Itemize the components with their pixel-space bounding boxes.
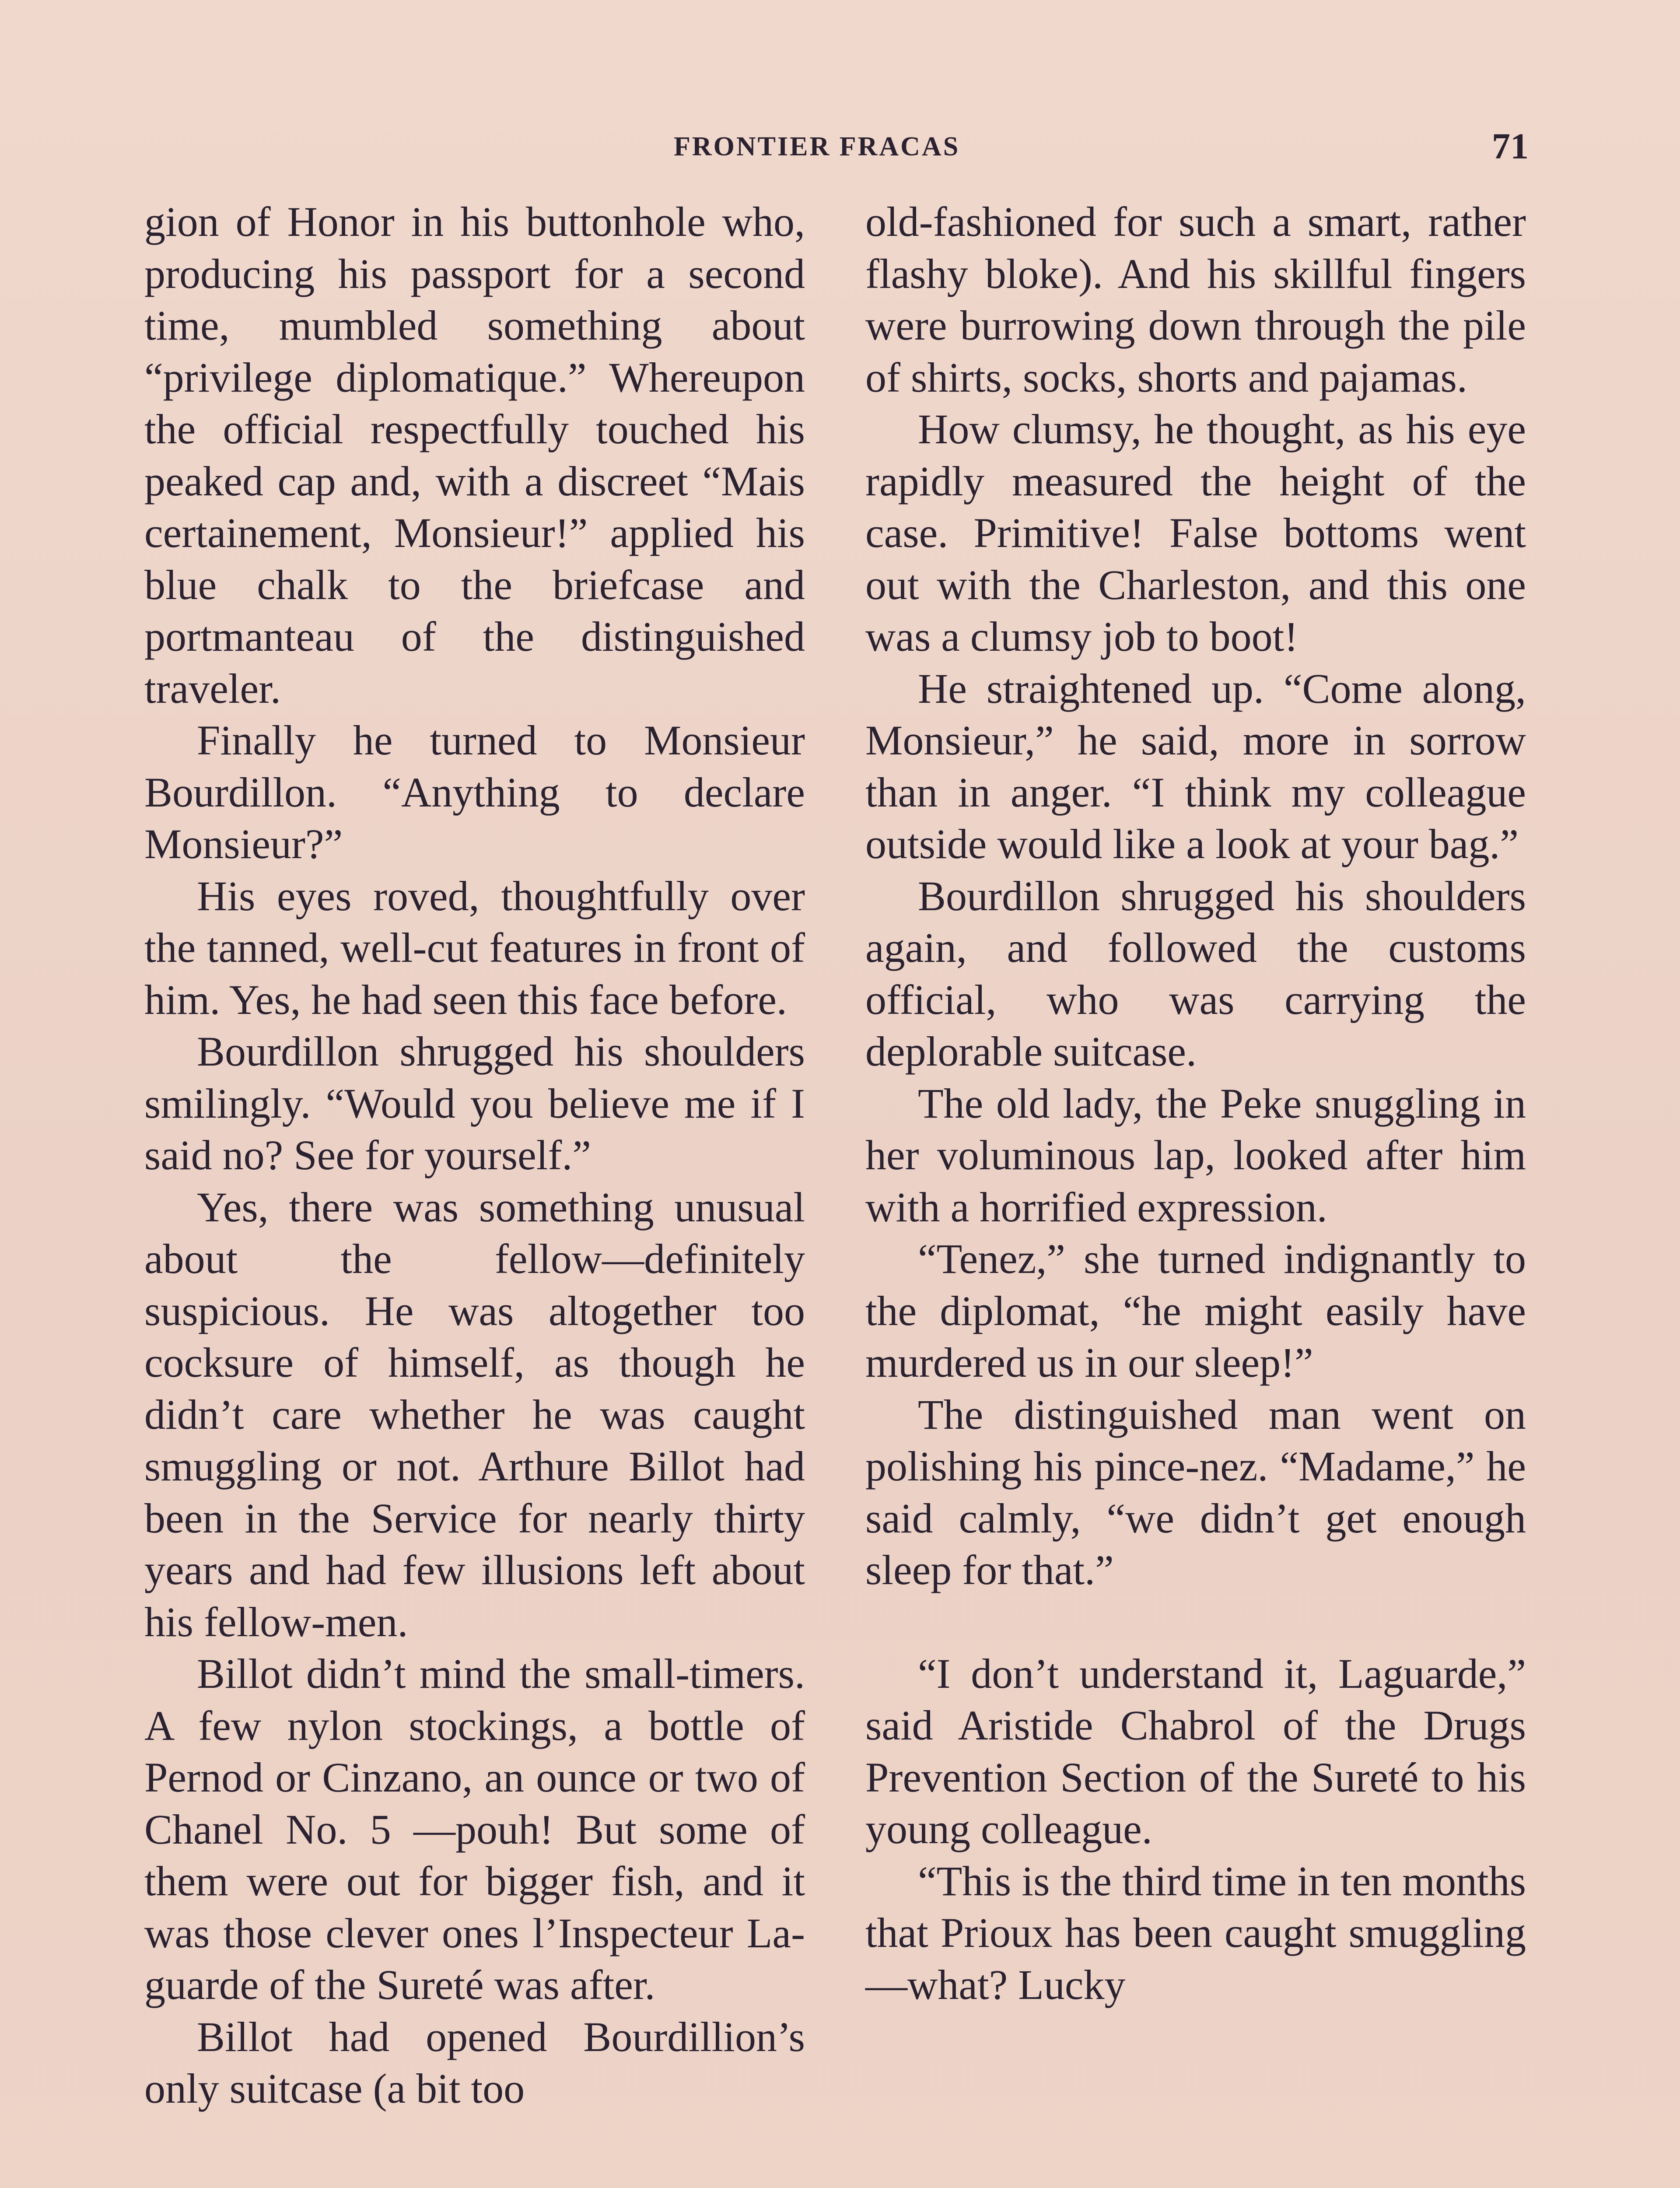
left-text-column (144, 196, 805, 2115)
paragraph: Bourdillon shrugged his shoulders again, and followed the customs official, who was carrying the deplorable suitcase. (865, 872, 1526, 1075)
paragraph: old-fashioned for such a smart, rather flashy bloke). And his skillful fingers were burrowing down through the pile of shirts, socks, shorts and pajamas. (865, 198, 1526, 401)
running-head-title: FRONTIER FRACAS (674, 132, 960, 161)
right-text-column (865, 196, 1526, 2011)
paragraph: “Tenez,” she turned indignantly to the diplomat, “he might easily have murdered us in our sleep!” (865, 1235, 1526, 1386)
paragraph: Bourdillon shrugged his shoulders smilingly. “Would you believe me if I said no? See for yourself.” (144, 1028, 805, 1178)
page-number: 71 (1492, 126, 1529, 167)
paragraph: Billot had opened Bourdillion’s only suitcase (a bit too (144, 2013, 805, 2112)
paragraph: He straightened up. “Come along, Monsieur,” he said, more in sorrow than in anger. “I think my colleague outside would like a look at your bag.” (865, 665, 1526, 867)
paragraph: The old lady, the Peke snuggling in her voluminous lap, looked after him with a horrified expression. (865, 1080, 1526, 1231)
paragraph: gion of Honor in his buttonhole who, producing his passport for a second time, mumbled something about “privilege diplomatique.” Whereupon the official respectfully touched his peaked cap and, with a discreet “Mais certainement, Monsieur!” applied his blue chalk to the briefcase and portmanteau of the distinguished traveler. (144, 198, 805, 712)
paragraph: Finally he turned to Monsieur Bourdillon. “Anything to declare Monsieur?” (144, 717, 805, 867)
paragraph: How clumsy, he thought, as his eye rapidly measured the height of the case. Primitive! False bottoms went out with the Charleston, and this one was a clumsy job to boot! (865, 406, 1526, 660)
paragraph: Yes, there was something unusual about the fellow—definitely suspicious. He was altogether too cocksure of himself, as though he didn’t care whether he was caught smuggling or not. Arthure Billot had been in the Service for nearly thirty years and had few illusions left about his fellow-men. (144, 1183, 805, 1645)
paragraph: Billot didn’t mind the small-timers. A few nylon stockings, a bottle of Pernod or Cinzano, an ounce or two of Chanel No. 5 —pouh! But some of them were out for bigger fish, and it was those clever ones l’Inspecteur Laguarde of the Sureté was after. (144, 1650, 805, 2008)
paragraph: “This is the third time in ten months that Prioux has been caught smuggling—what? Lucky (865, 1857, 1526, 2008)
paragraph: His eyes roved, thoughtfully over the tanned, well-cut features in front of him. Yes, he had seen this face before. (144, 872, 805, 1023)
paragraph: “I don’t understand it, Laguarde,” said Aristide Chabrol of the Drugs Prevention Section of the Sureté to his young colleague. (865, 1650, 1526, 1852)
paragraph: The distinguished man went on polishing his pince-nez. “Madame,” he said calmly, “we didn’t get enough sleep for that.” (865, 1391, 1526, 1593)
